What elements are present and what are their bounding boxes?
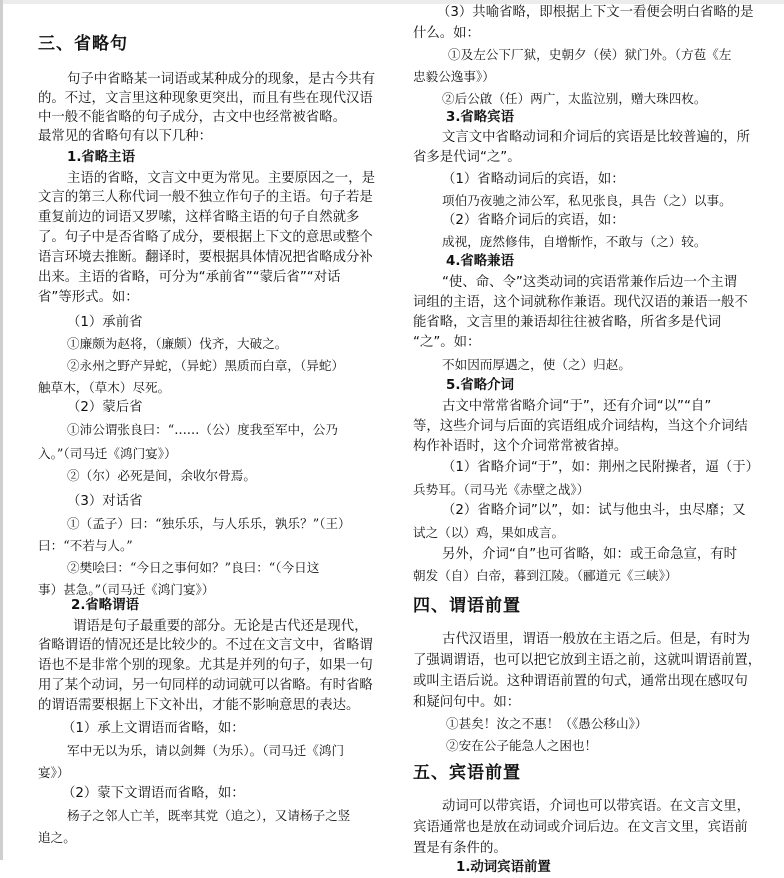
paragraph-line: 省略谓语的情况还是比较少的。不过在文言文中，省略谓	[38, 638, 373, 653]
paragraph-line: 重复前边的词语又罗嗦，这样省略主语的句子自然就多	[38, 210, 360, 225]
example-sentence: 入。”（司马迁《鸿门宴》）	[38, 446, 177, 461]
example-sentence: ①沛公谓张良曰：“……（公）度我至军中，公乃	[67, 422, 338, 437]
paragraph-line: 置是有条件的。	[413, 841, 507, 856]
paragraph-line: （1）承前省	[67, 315, 143, 330]
subsection-heading: 1.动词宾语前置	[456, 860, 551, 875]
example-sentence: ②樊哙曰：“今日之事何如？”良曰：“（今日这	[67, 560, 320, 575]
subsection-heading: 4.省略兼语	[446, 254, 514, 269]
paragraph-line: 词组的主语，这个词就称作兼语。现代汉语的兼语一般不	[413, 295, 748, 310]
subsection-heading: 1.省略主语	[67, 150, 135, 165]
paragraph-line: 或叫主语后说。这种谓语前置的句式，通常出现在感叹句	[413, 674, 748, 689]
paragraph-line: 的谓语需要根据上下文补出，才能不影响意思的表达。	[38, 698, 360, 713]
paragraph-line: 谓语是句子最重要的部分。无论是古代还是现代，	[73, 619, 368, 634]
example-sentence: ②永州之野产异蛇，（异蛇）黑质而白章，（异蛇）	[67, 358, 345, 373]
subsection-heading: 2.省略谓语	[71, 598, 139, 613]
example-sentence: 宴》）	[38, 765, 70, 780]
example-sentence: 忠毅公逸事》）	[413, 69, 495, 84]
paragraph-line: 用了某个动词，另一句同样的动词就可以省略。有时省略	[38, 678, 373, 693]
example-sentence: 追之。	[38, 830, 76, 845]
example-sentence: 曰：“不若与人。”	[38, 538, 133, 553]
paragraph-line: 和疑问句中。如：	[413, 695, 521, 710]
paragraph-line: 动词可以带宾语，介词也可以带宾语。在文言文里，	[442, 799, 750, 814]
example-sentence: 触草木，（草木）尽死。	[38, 380, 171, 395]
page-left-edge	[0, 0, 3, 860]
paragraph-line: 省多是代词“之”。	[413, 150, 521, 165]
paragraph-line: （3）对话省	[67, 494, 143, 509]
example-sentence: ①及左公下厂狱，史朝夕（侯）狱门外。（方苞《左	[448, 47, 732, 62]
example-sentence: 试之（以）鸡，果如成言。	[413, 525, 565, 540]
example-sentence: ①（孟子）曰：“独乐乐，与人乐乐，孰乐？”（王）	[67, 516, 351, 531]
paragraph-line: （1）省略动词后的宾语，如：	[442, 172, 625, 187]
example-sentence: 兵势耳。（司马光《赤壁之战》）	[413, 482, 590, 497]
paragraph-line: 宾语通常也是放在动词或介词后边。在文言文里，宾语前	[413, 820, 748, 835]
example-sentence: 军中无以为乐，请以剑舞（为乐）。（司马迁《鸿门	[67, 743, 345, 758]
paragraph-line: （2）蒙下文谓语而省略，如：	[62, 786, 245, 801]
paragraph-line: 什么。如：	[413, 26, 480, 41]
paragraph-line: 的。不过，文言里这种现象更突出，而且有些在现代汉语	[38, 91, 373, 106]
paragraph-line: （2）省略介词后的宾语，如：	[442, 213, 625, 228]
paragraph-line: “之”。如：	[413, 335, 481, 350]
paragraph-line: 古文中常常省略介词“于”，还有介词“以”“自”	[442, 399, 712, 414]
paragraph-line: 构作补语时，这个介词常常被省掉。	[413, 439, 628, 454]
example-sentence: 项伯乃夜驰之沛公军，私见张良，具告（之）以事。	[442, 193, 732, 208]
paragraph-line: 最常见的省略句有以下几种：	[38, 129, 213, 144]
paragraph-line: （3）共喻省略，即根据上下文一看便会明白省略的是	[437, 5, 754, 20]
paragraph-line: 语言环境去推断。翻译时，要根据具体情况把省略成分补	[38, 250, 373, 265]
paragraph-line: “使、命、令”这类动词的宾语常兼作后边一个主谓	[442, 275, 738, 290]
subsection-heading: 3.省略宾语	[446, 110, 514, 125]
example-sentence: 不如因而厚遇之，使（之）归赵。	[442, 357, 631, 372]
example-sentence: ①廉颇为赵将，（廉颇）伐齐，大破之。	[67, 336, 288, 351]
paragraph-line: 另外，介词“自”也可省略，如：或王命急宣，有时	[442, 547, 738, 562]
example-sentence: ②安在公子能急人之困也！	[446, 738, 598, 753]
paragraph-line: 主语的省略，文言文中更为常见。主要原因之一，是	[67, 171, 375, 186]
example-sentence: 杨子之邻人亡羊，既率其党（追之），又请杨子之竖	[67, 808, 351, 823]
paragraph-line: （1）省略介词“于”，如：荆州之民附操者，逼（于）	[442, 460, 759, 475]
paragraph-line: 省”等形式。如：	[38, 290, 139, 305]
section-heading: 三、省略句	[38, 34, 128, 54]
example-sentence: ①甚矣！汝之不惠！（《愚公移山》）	[446, 716, 648, 731]
example-sentence: 成视，庞然修伟，自增惭怍，不敢与（之）较。	[442, 234, 707, 249]
paragraph-line: 句子中省略某一词语或某种成分的现象，是古今共有	[67, 72, 375, 87]
paragraph-line: 出来。主语的省略，可分为“承前省”“蒙后省”“对话	[38, 270, 341, 285]
paragraph-line: 了。句子中是否省略了成分，要根据上下文的意思或整个	[38, 230, 373, 245]
paragraph-line: 中一般不能省略的句子成分，古文中也经常被省略。	[38, 110, 346, 125]
paragraph-line: 等，这些介词与后面的宾语组成介词结构，当这个介词结	[413, 419, 748, 434]
paragraph-line: 文言文中省略动词和介词后的宾语是比较普遍的，所	[442, 130, 750, 145]
section-heading: 四、谓语前置	[413, 596, 521, 616]
paragraph-line: （2）省略介词”以”，如：试与他虫斗，虫尽靡；又	[442, 503, 746, 518]
paragraph-line: 文言的第三人称代词一般不独立作句子的主语。句子若是	[38, 190, 373, 205]
paragraph-line: 语也不是非常个别的现象。尤其是并列的句子，如果一句	[38, 658, 373, 673]
paragraph-line: 能省略，文言里的兼语却往往被省略，所省多是代词	[413, 315, 721, 330]
paragraph-line: （2）蒙后省	[67, 400, 143, 415]
example-sentence: ②后公啟（任）两广，太监泣别，赠大珠四枚。	[442, 91, 707, 106]
paragraph-line: （1）承上文谓语而省略，如：	[62, 721, 245, 736]
example-sentence: ②（尔）必死是间，余收尔骨焉。	[67, 468, 256, 483]
example-sentence: 事）甚急。”（司马迁《鸿门宴》）	[38, 582, 215, 597]
subsection-heading: 5.省略介词	[446, 378, 514, 393]
paragraph-line: 了强调谓语，也可以把它放到主语之前，这就叫谓语前置，	[413, 653, 762, 668]
paragraph-line: 古代汉语里，谓语一般放在主语之后。但是，有时为	[442, 632, 750, 647]
example-sentence: 朝发（自）白帝，暮到江陵。（郦道元《三峡》）	[413, 568, 678, 583]
section-heading: 五、宾语前置	[413, 763, 521, 783]
